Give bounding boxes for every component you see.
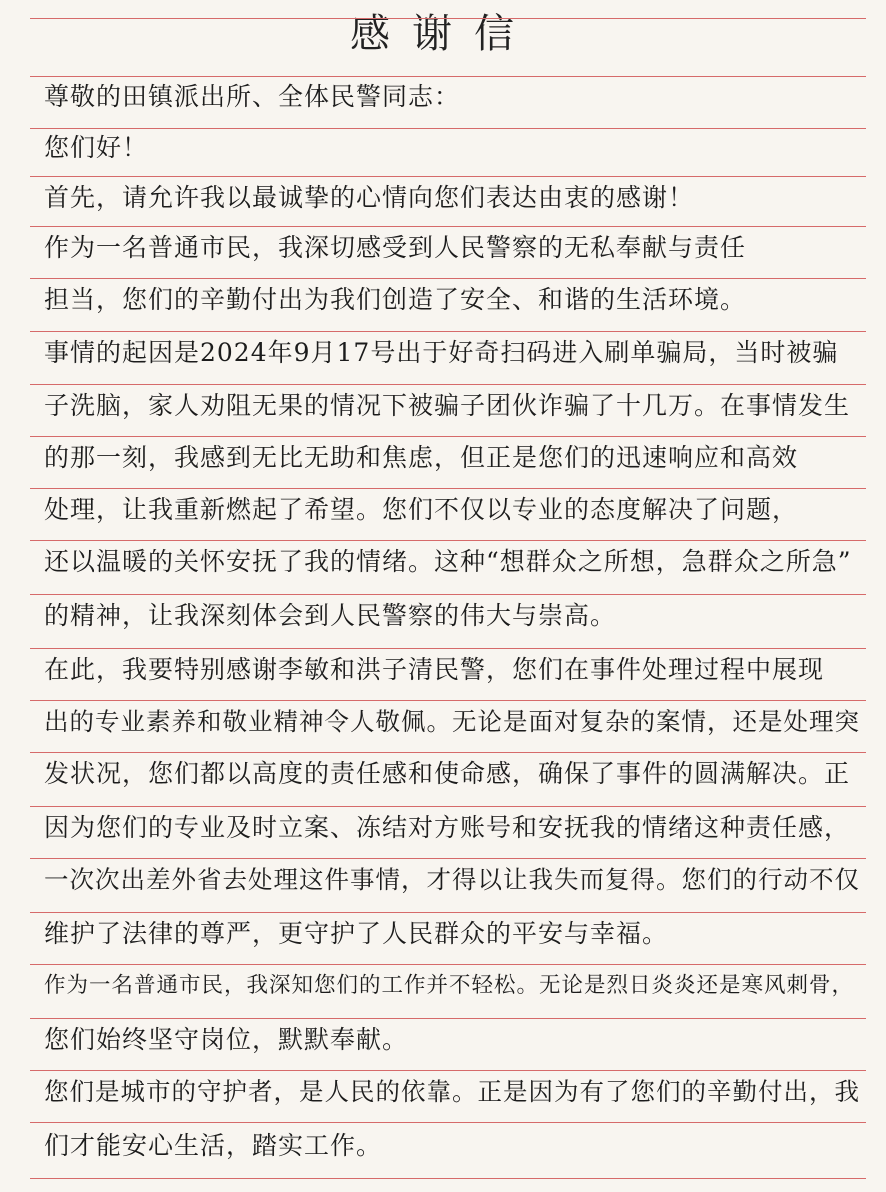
ruled-line — [30, 964, 866, 965]
letter-line: 维护了法律的尊严，更守护了人民群众的平安与幸福。 — [44, 919, 669, 948]
letter-line: 们才能安心生活，踏实工作。 — [44, 1131, 383, 1160]
ruled-line — [30, 806, 866, 807]
ruled-line — [30, 594, 866, 595]
ruled-line — [30, 384, 866, 385]
ruled-line — [30, 331, 866, 332]
letter-line: 作为一名普通市民，我深切感受到人民警察的无私奉献与责任 — [44, 233, 747, 262]
letter-title: 感谢信 — [350, 11, 536, 57]
ruled-line — [30, 1070, 866, 1071]
letter-line: 担当，您们的辛勤付出为我们创造了安全、和谐的生活环境。 — [44, 285, 747, 314]
ruled-line — [30, 436, 866, 437]
letter-line: 作为一名普通市民，我深知您们的工作并不轻松。无论是烈日炎炎还是寒风刺骨， — [44, 973, 855, 998]
letter-line: 您们好！ — [44, 133, 149, 162]
letter-line: 还以温暖的关怀安抚了我的情绪。这种“想群众之所想，急群众之所急” — [44, 547, 852, 576]
ruled-line — [30, 752, 866, 753]
ruled-line — [30, 700, 866, 701]
ruled-line — [30, 648, 866, 649]
ruled-line — [30, 278, 866, 279]
letter-line: 出的专业素养和敬业精神令人敬佩。无论是面对复杂的案情，还是处理突 — [44, 707, 860, 736]
letter-line: 一次次出差外省去处理这件事情，才得以让我失而复得。您们的行动不仅 — [44, 865, 860, 894]
letter-line: 处理，让我重新燃起了希望。您们不仅以专业的态度解决了问题， — [44, 495, 799, 524]
ruled-line — [30, 18, 866, 19]
letter-line: 事情的起因是2024年9月17号出于好奇扫码进入刷单骗局，当时被骗 — [44, 338, 839, 367]
ruled-line — [30, 226, 866, 227]
letter-line: 发状况，您们都以高度的责任感和使命感，确保了事件的圆满解决。正 — [44, 759, 851, 788]
letter-line: 首先，请允许我以最诚挚的心情向您们表达由衷的感谢！ — [44, 183, 695, 212]
letter-line: 的那一刻，我感到无比无助和焦虑，但正是您们的迅速响应和高效 — [44, 443, 799, 472]
ruled-line — [30, 488, 866, 489]
ruled-line — [30, 858, 866, 859]
letter-line: 子洗脑，家人劝阻无果的情况下被骗子团伙诈骗了十几万。在事情发生 — [44, 391, 851, 420]
letter-line: 在此，我要特别感谢李敏和洪子清民警，您们在事件处理过程中展现 — [44, 655, 825, 684]
letter-line: 您们始终坚守岗位，默默奉献。 — [44, 1025, 409, 1054]
letter-line: 您们是城市的守护者，是人民的依靠。正是因为有了您们的辛勤付出，我 — [44, 1077, 860, 1106]
ruled-line — [30, 1122, 866, 1123]
letter-line: 的精神，让我深刻体会到人民警察的伟大与崇高。 — [44, 601, 617, 630]
ruled-line — [30, 1018, 866, 1019]
ruled-line — [30, 540, 866, 541]
ruled-line — [30, 176, 866, 177]
letter-line: 尊敬的田镇派出所、全体民警同志： — [44, 82, 461, 111]
ruled-line — [30, 1178, 866, 1179]
letter-line: 因为您们的专业及时立案、冻结对方账号和安抚我的情绪这种责任感， — [44, 813, 851, 842]
ruled-line — [30, 912, 866, 913]
